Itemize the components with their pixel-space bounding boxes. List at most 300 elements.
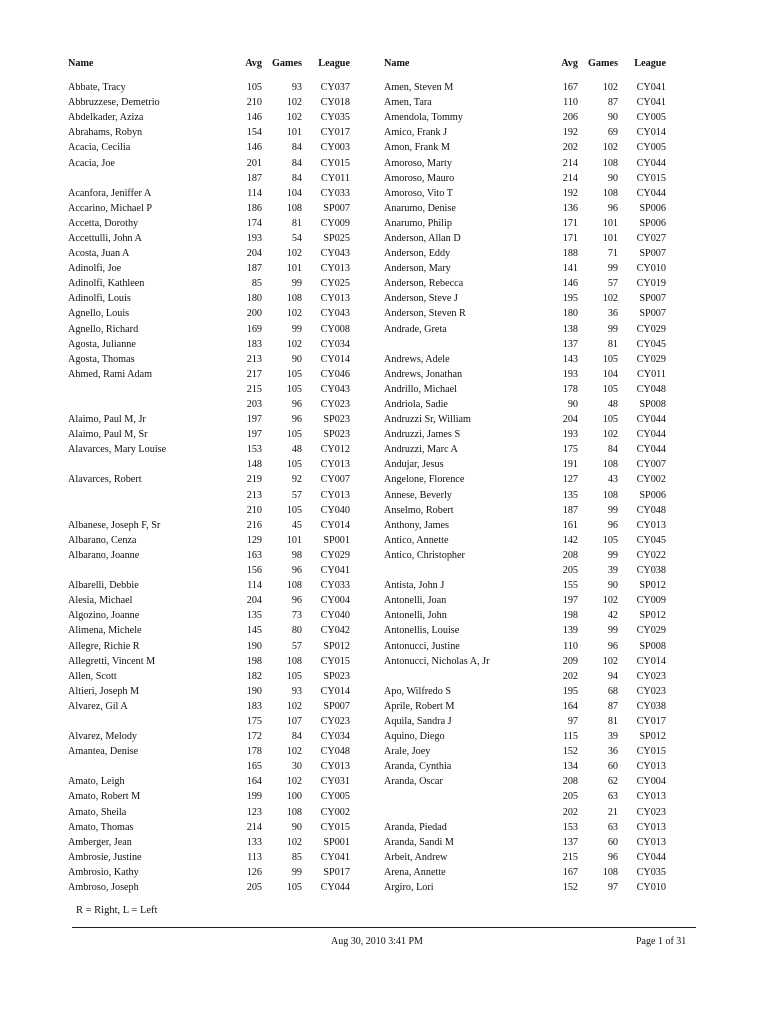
cell-games: 107	[286, 715, 302, 727]
cell-name: Amoroso, Vito T	[384, 187, 453, 199]
cell-avg: 215	[562, 851, 578, 863]
cell-games: 90	[291, 821, 302, 833]
cell-name: Ahmed, Rami Adam	[68, 368, 153, 380]
table-row	[68, 412, 398, 427]
table-row	[68, 186, 398, 201]
table-row	[68, 850, 398, 865]
cell-avg: 190	[246, 685, 262, 697]
cell-games: 105	[286, 504, 302, 516]
cell-games: 108	[286, 293, 302, 305]
legend-note: R = Right, L = Left	[76, 905, 158, 916]
cell-games: 102	[286, 112, 302, 124]
table-row	[68, 155, 398, 170]
cell-games: 102	[286, 248, 302, 260]
cell-league: CY025	[320, 278, 350, 290]
table-row	[384, 442, 714, 457]
cell-league: CY033	[320, 187, 350, 199]
table-row	[68, 276, 398, 291]
cell-name: Adinolfi, Kathleen	[68, 278, 145, 290]
table-row	[68, 774, 398, 789]
cell-name: Aprile, Robert M	[384, 700, 455, 712]
cell-avg: 213	[246, 353, 262, 365]
cell-name: Amato, Robert M	[68, 791, 141, 803]
cell-avg: 90	[567, 399, 578, 411]
cell-league: CY044	[636, 157, 666, 169]
table-row	[68, 140, 398, 155]
table-row	[68, 382, 398, 397]
cell-avg: 210	[246, 504, 262, 516]
cell-games: 48	[291, 444, 302, 456]
cell-league: CY044	[636, 187, 666, 199]
cell-avg: 146	[562, 278, 578, 290]
cell-games: 87	[607, 97, 618, 109]
cell-league: CY015	[320, 655, 350, 667]
cell-avg: 208	[562, 776, 578, 788]
cell-name: Acacia, Joe	[68, 157, 115, 169]
cell-avg: 200	[246, 308, 262, 320]
cell-league: CY041	[636, 82, 666, 94]
cell-games: 21	[607, 806, 618, 818]
header-avg: Avg	[561, 57, 578, 69]
cell-name: Albanese, Joseph F, Sr	[68, 519, 161, 531]
cell-games: 102	[286, 338, 302, 350]
cell-name: Aranda, Cynthia	[384, 761, 452, 773]
cell-league: CY010	[636, 882, 666, 894]
cell-league: CY008	[320, 323, 350, 335]
table-row	[384, 95, 714, 110]
cell-name: Acacia, Cecilia	[68, 142, 131, 154]
cell-games: 84	[291, 142, 302, 154]
table-row	[384, 789, 714, 804]
cell-avg: 197	[246, 429, 262, 441]
cell-league: SP007	[323, 700, 350, 712]
cell-league: CY046	[320, 368, 350, 380]
cell-avg: 114	[247, 580, 262, 592]
cell-league: CY022	[636, 549, 666, 561]
cell-avg: 193	[562, 429, 578, 441]
cell-avg: 187	[246, 263, 262, 275]
cell-league: SP007	[323, 202, 350, 214]
cell-games: 39	[607, 731, 618, 743]
table-row	[384, 231, 714, 246]
cell-league: CY013	[636, 761, 666, 773]
cell-games: 57	[291, 489, 302, 501]
cell-league: CY048	[636, 504, 666, 516]
cell-name: Anarumo, Philip	[384, 217, 452, 229]
cell-league: CY014	[636, 655, 666, 667]
cell-games: 36	[607, 308, 618, 320]
cell-avg: 197	[562, 595, 578, 607]
cell-name: Angelone, Florence	[384, 474, 465, 486]
cell-name: Amico, Frank J	[384, 127, 448, 139]
cell-games: 96	[607, 202, 618, 214]
table-header	[68, 56, 398, 70]
cell-games: 96	[291, 595, 302, 607]
table-row	[384, 382, 714, 397]
cell-games: 101	[602, 217, 618, 229]
cell-avg: 186	[246, 202, 262, 214]
cell-league: CY013	[636, 791, 666, 803]
cell-avg: 142	[562, 534, 578, 546]
table-row	[68, 744, 398, 759]
cell-league: CY023	[320, 399, 350, 411]
cell-games: 108	[286, 806, 302, 818]
table-row	[384, 533, 714, 548]
table-row	[68, 563, 398, 578]
footer-divider	[72, 927, 696, 928]
cell-avg: 113	[247, 851, 262, 863]
cell-league: CY013	[320, 489, 350, 501]
cell-name: Antonucci, Nicholas A, Jr	[384, 655, 490, 667]
cell-league: CY023	[636, 685, 666, 697]
table-row	[384, 412, 714, 427]
cell-games: 39	[607, 565, 618, 577]
table-row	[68, 337, 398, 352]
cell-games: 84	[291, 172, 302, 184]
right-table-body	[384, 80, 714, 895]
cell-league: CY004	[320, 595, 350, 607]
cell-league: SP012	[639, 731, 666, 743]
cell-games: 96	[607, 519, 618, 531]
cell-name: Antonelli, John	[384, 610, 447, 622]
cell-games: 92	[291, 474, 302, 486]
cell-name: Aquino, Diego	[384, 731, 445, 743]
cell-avg: 164	[246, 776, 262, 788]
cell-name: Anderson, Mary	[384, 263, 451, 275]
cell-name: Alavarces, Mary Louise	[68, 444, 167, 456]
cell-games: 101	[602, 232, 618, 244]
cell-games: 108	[602, 489, 618, 501]
cell-name: Agnello, Richard	[68, 323, 139, 335]
cell-avg: 214	[246, 821, 262, 833]
cell-name: Amen, Tara	[384, 97, 432, 109]
cell-league: CY011	[636, 368, 666, 380]
table-row	[384, 352, 714, 367]
cell-league: SP001	[323, 836, 350, 848]
table-row	[384, 518, 714, 533]
cell-name: Ambroso, Joseph	[68, 882, 139, 894]
cell-games: 90	[607, 172, 618, 184]
cell-league: CY017	[636, 715, 666, 727]
table-row	[68, 608, 398, 623]
table-row	[68, 95, 398, 110]
cell-league: CY041	[636, 97, 666, 109]
cell-name: Anderson, Rebecca	[384, 278, 464, 290]
cell-name: Amato, Thomas	[68, 821, 134, 833]
cell-name: Anderson, Steven R	[384, 308, 466, 320]
cell-games: 105	[602, 414, 618, 426]
cell-avg: 192	[562, 187, 578, 199]
cell-games: 94	[607, 670, 618, 682]
cell-name: Andrews, Adele	[384, 353, 450, 365]
cell-name: Allegre, Richie R	[68, 640, 140, 652]
cell-avg: 85	[251, 278, 262, 290]
cell-league: SP023	[323, 670, 350, 682]
cell-league: CY044	[636, 429, 666, 441]
header-games: Games	[272, 57, 302, 69]
cell-league: CY034	[320, 731, 350, 743]
cell-league: CY031	[320, 776, 350, 788]
cell-league: SP007	[639, 248, 666, 260]
table-row	[384, 654, 714, 669]
cell-games: 102	[602, 293, 618, 305]
cell-league: CY035	[320, 112, 350, 124]
cell-games: 98	[291, 549, 302, 561]
table-row	[384, 578, 714, 593]
header-avg: Avg	[245, 57, 262, 69]
cell-avg: 127	[562, 474, 578, 486]
cell-games: 54	[291, 232, 302, 244]
table-row	[384, 880, 714, 895]
table-row	[384, 608, 714, 623]
table-row	[68, 699, 398, 714]
cell-avg: 164	[562, 700, 578, 712]
table-row	[68, 110, 398, 125]
cell-avg: 182	[246, 670, 262, 682]
cell-avg: 192	[562, 127, 578, 139]
table-row	[68, 759, 398, 774]
cell-avg: 209	[562, 655, 578, 667]
cell-league: SP012	[323, 640, 350, 652]
table-row	[68, 880, 398, 895]
cell-name: Alimena, Michele	[68, 625, 142, 637]
cell-name: Abrahams, Robyn	[68, 127, 143, 139]
cell-name: Ambrosie, Justine	[68, 851, 142, 863]
cell-league: CY015	[320, 157, 350, 169]
cell-avg: 178	[562, 383, 578, 395]
cell-league: SP025	[323, 232, 350, 244]
cell-name: Antico, Annette	[384, 534, 449, 546]
cell-avg: 136	[562, 202, 578, 214]
table-row	[384, 216, 714, 231]
cell-name: Adinolfi, Joe	[68, 263, 122, 275]
cell-league: CY014	[320, 519, 350, 531]
cell-games: 99	[607, 263, 618, 275]
table-row	[68, 548, 398, 563]
cell-avg: 215	[246, 383, 262, 395]
cell-league: CY009	[636, 595, 666, 607]
cell-games: 102	[286, 700, 302, 712]
cell-name: Andruzzi, Marc A	[384, 444, 458, 456]
cell-name: Albarelli, Debbie	[68, 580, 139, 592]
cell-avg: 217	[246, 368, 262, 380]
cell-name: Aranda, Sandi M	[384, 836, 454, 848]
cell-avg: 183	[246, 338, 262, 350]
cell-league: CY014	[320, 685, 350, 697]
cell-name: Adinolfi, Louis	[68, 293, 131, 305]
cell-games: 62	[607, 776, 618, 788]
table-row	[68, 322, 398, 337]
table-row	[68, 835, 398, 850]
table-row	[384, 563, 714, 578]
table-row	[68, 578, 398, 593]
cell-league: CY038	[636, 700, 666, 712]
cell-games: 102	[286, 746, 302, 758]
cell-name: Altieri, Joseph M	[68, 685, 140, 697]
cell-league: CY018	[320, 97, 350, 109]
cell-league: CY013	[320, 263, 350, 275]
cell-league: CY002	[320, 806, 350, 818]
right-column-table	[384, 56, 714, 895]
cell-name: Amoroso, Marty	[384, 157, 452, 169]
cell-games: 105	[602, 353, 618, 365]
cell-games: 101	[286, 263, 302, 275]
cell-games: 43	[607, 474, 618, 486]
cell-games: 57	[291, 640, 302, 652]
table-row	[384, 865, 714, 880]
cell-name: Antista, John J	[384, 580, 445, 592]
cell-league: CY037	[320, 82, 350, 94]
table-row	[68, 201, 398, 216]
table-row	[384, 488, 714, 503]
table-row	[68, 125, 398, 140]
cell-avg: 148	[246, 459, 262, 471]
cell-avg: 145	[246, 625, 262, 637]
cell-avg: 153	[562, 821, 578, 833]
table-row	[68, 488, 398, 503]
cell-league: CY013	[320, 761, 350, 773]
table-row	[68, 714, 398, 729]
cell-name: Amon, Frank M	[384, 142, 450, 154]
cell-league: SP007	[639, 293, 666, 305]
cell-name: Abbruzzese, Demetrio	[68, 97, 160, 109]
cell-games: 93	[291, 82, 302, 94]
cell-avg: 110	[563, 640, 578, 652]
cell-league: SP007	[639, 308, 666, 320]
cell-avg: 214	[562, 172, 578, 184]
table-row	[384, 367, 714, 382]
cell-league: CY027	[636, 232, 666, 244]
cell-name: Amantea, Denise	[68, 746, 139, 758]
cell-avg: 174	[246, 217, 262, 229]
table-row	[68, 352, 398, 367]
cell-games: 101	[286, 534, 302, 546]
table-row	[68, 80, 398, 95]
cell-league: CY044	[320, 882, 350, 894]
table-header	[384, 56, 714, 70]
cell-avg: 210	[246, 97, 262, 109]
table-row	[68, 684, 398, 699]
table-row	[384, 774, 714, 789]
cell-avg: 206	[562, 112, 578, 124]
cell-name: Agnello, Louis	[68, 308, 130, 320]
cell-name: Accarino, Michael P	[68, 202, 153, 214]
cell-avg: 202	[562, 142, 578, 154]
cell-avg: 129	[246, 534, 262, 546]
cell-games: 63	[607, 821, 618, 833]
cell-avg: 114	[247, 187, 262, 199]
cell-avg: 199	[246, 791, 262, 803]
cell-league: CY009	[320, 217, 350, 229]
table-row	[68, 503, 398, 518]
table-row	[68, 865, 398, 880]
cell-name: Argiro, Lori	[384, 882, 434, 894]
cell-name: Alavarces, Robert	[68, 474, 142, 486]
table-row	[384, 638, 714, 653]
cell-league: CY014	[320, 353, 350, 365]
cell-league: CY002	[636, 474, 666, 486]
cell-games: 99	[607, 549, 618, 561]
cell-games: 45	[291, 519, 302, 531]
cell-league: CY048	[320, 746, 350, 758]
cell-league: CY041	[320, 851, 350, 863]
cell-games: 73	[291, 610, 302, 622]
cell-games: 81	[607, 715, 618, 727]
cell-league: CY045	[636, 534, 666, 546]
cell-games: 99	[607, 625, 618, 637]
left-column-table	[68, 56, 398, 895]
table-row	[68, 805, 398, 820]
cell-avg: 205	[246, 882, 262, 894]
cell-games: 93	[291, 685, 302, 697]
cell-avg: 134	[562, 761, 578, 773]
cell-league: SP001	[323, 534, 350, 546]
cell-avg: 97	[567, 715, 578, 727]
cell-games: 90	[607, 112, 618, 124]
table-row	[68, 593, 398, 608]
cell-avg: 135	[246, 610, 262, 622]
cell-avg: 123	[246, 806, 262, 818]
cell-avg: 180	[562, 308, 578, 320]
cell-league: CY040	[320, 504, 350, 516]
cell-games: 96	[291, 565, 302, 577]
cell-name: Andrillo, Michael	[384, 383, 457, 395]
table-row	[384, 835, 714, 850]
table-row	[384, 850, 714, 865]
table-row	[384, 729, 714, 744]
table-row	[68, 654, 398, 669]
table-row	[384, 306, 714, 321]
cell-games: 84	[291, 157, 302, 169]
cell-name: Alvarez, Melody	[68, 731, 138, 743]
cell-name: Amato, Sheila	[68, 806, 127, 818]
cell-league: CY033	[320, 580, 350, 592]
cell-name: Agosta, Thomas	[68, 353, 135, 365]
cell-games: 104	[286, 187, 302, 199]
cell-avg: 146	[246, 112, 262, 124]
cell-avg: 169	[246, 323, 262, 335]
cell-avg: 161	[562, 519, 578, 531]
table-row	[384, 397, 714, 412]
cell-games: 100	[286, 791, 302, 803]
cell-games: 108	[286, 655, 302, 667]
cell-games: 99	[607, 323, 618, 335]
cell-avg: 188	[562, 248, 578, 260]
cell-games: 96	[291, 399, 302, 411]
cell-name: Anarumo, Denise	[384, 202, 456, 214]
cell-league: CY029	[636, 353, 666, 365]
cell-games: 105	[286, 368, 302, 380]
cell-games: 108	[286, 202, 302, 214]
cell-avg: 216	[246, 519, 262, 531]
cell-league: CY003	[320, 142, 350, 154]
cell-games: 71	[607, 248, 618, 260]
table-row	[384, 155, 714, 170]
cell-games: 60	[607, 761, 618, 773]
cell-league: CY005	[636, 112, 666, 124]
table-row	[384, 110, 714, 125]
table-row	[68, 427, 398, 442]
cell-games: 108	[602, 459, 618, 471]
cell-name: Andrews, Jonathan	[384, 368, 463, 380]
cell-avg: 146	[246, 142, 262, 154]
cell-league: CY043	[320, 308, 350, 320]
cell-avg: 167	[562, 866, 578, 878]
header-league: League	[634, 57, 666, 69]
table-row	[384, 805, 714, 820]
cell-games: 87	[607, 700, 618, 712]
cell-league: CY029	[636, 323, 666, 335]
